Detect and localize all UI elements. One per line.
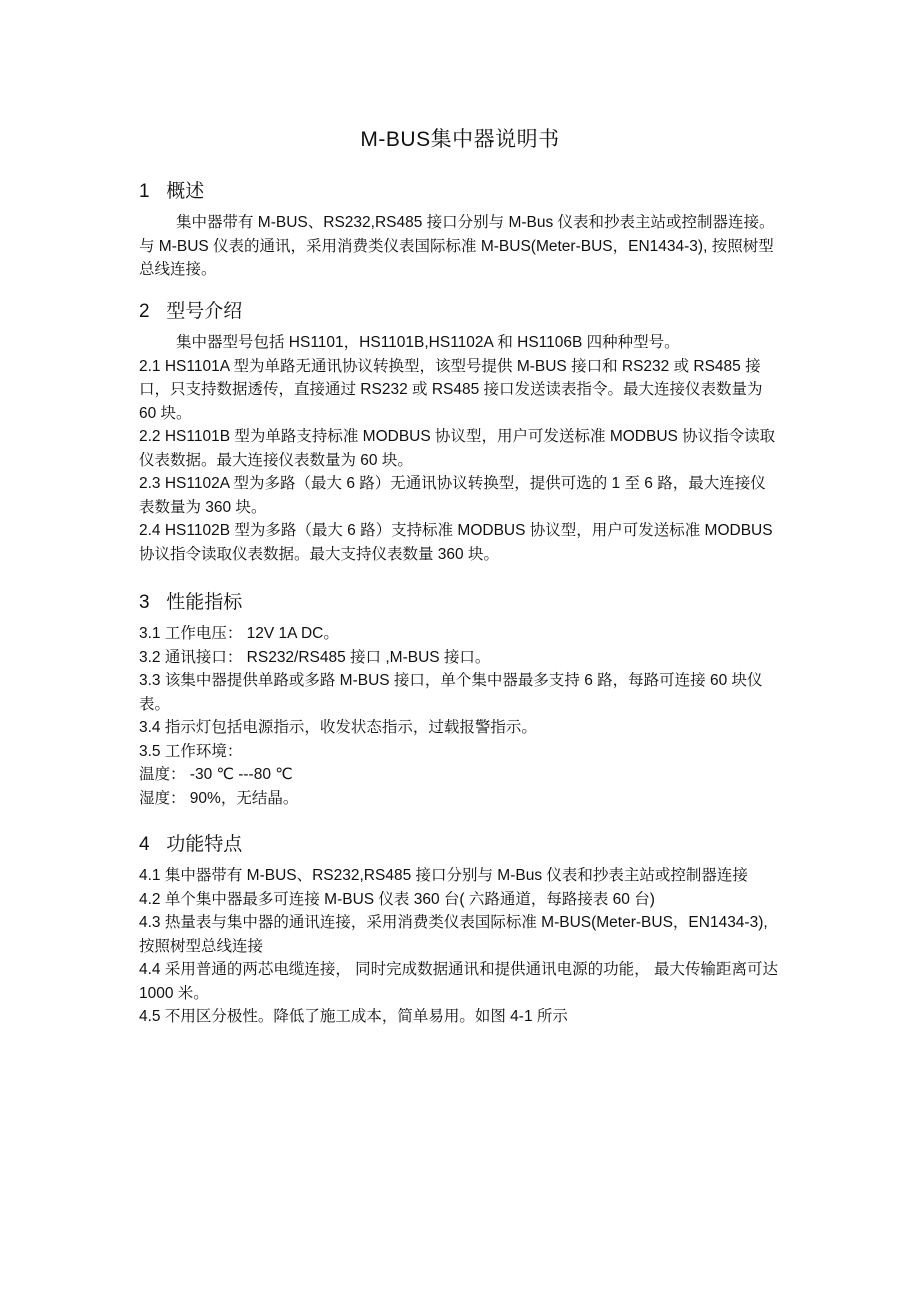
section-1-heading	[139, 176, 204, 203]
section-1-paragraph: 集中器带有 M-BUS、RS232,RS485 接口分别与 M-Bus 仪表和抄表主站或控制器连接。与 M-BUS 仪表的通讯，采用消费类仪表国际标准 M-BUS(Meter-BUS，EN1434-3), 按照树型总线连接。	[139, 214, 775, 278]
section-4-number: 4	[139, 834, 150, 855]
feature-item-4-1: 4.1 集中器带有 M-BUS、RS232,RS485 接口分别与 M-Bus 仪表和抄表主站或控制器连接	[139, 867, 748, 884]
section-4-body	[139, 864, 779, 1029]
spec-item-3-4: 3.4 指示灯包括电源指示，收发状态指示，过载报警指示。	[139, 719, 537, 736]
spec-item-3-1: 3.1 工作电压： 12V 1A DC。	[139, 625, 339, 642]
section-4-heading	[139, 829, 242, 856]
document-title: M-BUS集中器说明书	[360, 128, 560, 151]
spec-item-3-2: 3.2 通讯接口： RS232/RS485 接口 ,M-BUS 接口。	[139, 648, 491, 666]
feature-item-4-2: 4.2 单个集中器最多可连接 M-BUS 仪表 360 台( 六路通道，每路接表 60 台)	[139, 890, 655, 908]
section-1-number: 1	[139, 181, 150, 202]
model-item-2-3: 2.3 HS1102A 型为多路（最大 6 路）无通讯协议转换型，提供可选的 1 至 6 路，最大连接仪表数量为 360 块。	[139, 475, 766, 516]
section-2-body	[139, 331, 779, 566]
feature-item-4-3: 4.3 热量表与集中器的通讯连接，采用消费类仪表国际标准 M-BUS(Meter-BUS，EN1434-3), 按照树型总线连接	[139, 914, 768, 955]
section-2-number: 2	[139, 301, 150, 322]
spec-item-3-3: 3.3 该集中器提供单路或多路 M-BUS 接口，单个集中器最多支持 6 路，每路可连接 60 块仪表。	[139, 672, 763, 713]
section-4-title: 功能特点	[166, 834, 243, 855]
feature-item-4-4: 4.4 采用普通的两芯电缆连接， 同时完成数据通讯和提供通讯电源的功能， 最大传输距离可达 1000 米。	[139, 961, 778, 1002]
section-1-body	[139, 211, 779, 282]
section-3-number: 3	[139, 592, 150, 613]
model-item-2-4: 2.4 HS1102B 型为多路（最大 6 路）支持标准 MODBUS 协议型，用户可发送标准 MODBUS 协议指令读取仪表数据。最大支持仪表数量 360 块。	[139, 522, 773, 563]
section-1-title: 概述	[166, 181, 205, 202]
section-3-title: 性能指标	[166, 592, 243, 613]
spec-temperature: 温度： -30 ℃ ---80 ℃	[139, 766, 293, 783]
section-2-intro: 集中器型号包括 HS1101，HS1101B,HS1102A 和 HS1106B 四种种型号。	[176, 334, 680, 351]
model-item-2-2: 2.2 HS1101B 型为单路支持标准 MODBUS 协议型，用户可发送标准 MODBUS 协议指令读取仪表数据。最大连接仪表数量为 60 块。	[139, 428, 776, 469]
spec-item-3-5: 3.5 工作环境：	[139, 742, 243, 760]
section-3-heading	[139, 587, 242, 614]
section-2-title: 型号介绍	[166, 301, 243, 322]
feature-item-4-5: 4.5 不用区分极性。降低了施工成本，简单易用。如图 4-1 所示	[139, 1008, 568, 1025]
section-2-heading	[139, 296, 242, 323]
section-3-body	[139, 622, 779, 810]
model-item-2-1: 2.1 HS1101A 型为单路无通讯协议转换型，该型号提供 M-BUS 接口和 RS232 或 RS485 接口，只支持数据透传，直接通过 RS232 或 RS485 接口发送读表指令。最大连接仪表数量为 60 块。	[139, 357, 763, 422]
spec-humidity: 湿度： 90%，无结晶。	[139, 789, 299, 807]
